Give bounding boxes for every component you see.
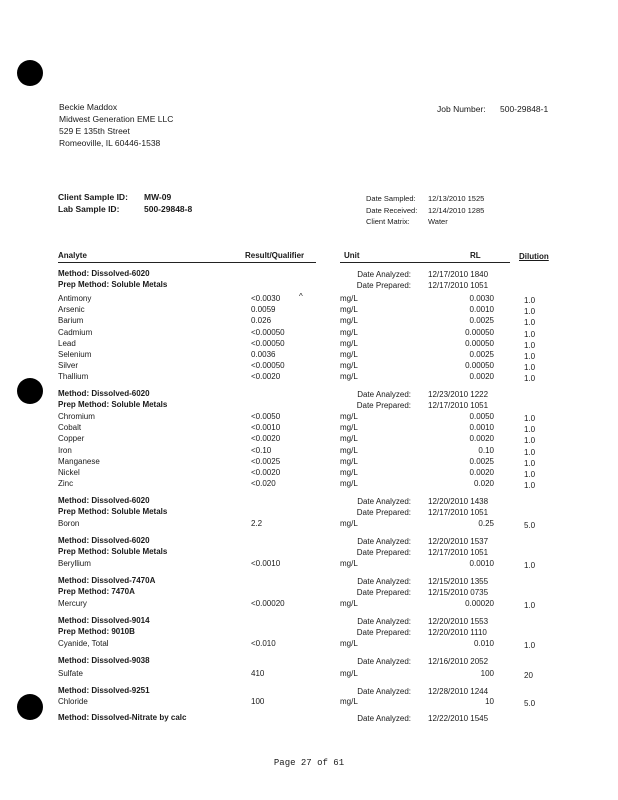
result-value: <0.10 xyxy=(251,445,272,455)
unit-value: mg/L xyxy=(340,350,358,359)
analyte-name: Selenium xyxy=(58,350,92,359)
result-value: <0.0050 xyxy=(251,412,281,421)
result-value: <0.0030 xyxy=(251,294,281,303)
prep-method-label: Prep Method: Soluble Metals xyxy=(58,507,168,516)
dilution-value: 1.0 xyxy=(524,447,536,457)
method-label: Method: Dissolved-6020 xyxy=(58,389,150,398)
dilution-value: 1.0 xyxy=(524,296,536,305)
unit-value: mg/L xyxy=(340,669,358,678)
analyte-name: Chromium xyxy=(58,412,95,421)
date-analyzed-value: 12/20/2010 1553 xyxy=(428,617,489,626)
date-analyzed-value: 12/17/2010 1840 xyxy=(428,270,489,279)
unit-value: mg/L xyxy=(340,445,358,455)
unit-value: mg/L xyxy=(340,327,358,337)
date-analyzed-label: Date Analyzed: xyxy=(357,687,411,696)
method-label: Method: Dissolved-9014 xyxy=(58,616,150,625)
col-result-qualifier: Result/Qualifier xyxy=(245,251,305,260)
dilution-value: 1.0 xyxy=(524,374,536,384)
analyte-name: Chloride xyxy=(58,697,88,706)
result-value: 2.2 xyxy=(251,519,263,528)
unit-value: mg/L xyxy=(340,412,358,421)
date-analyzed-label: Date Analyzed: xyxy=(357,657,411,666)
dilution-value: 1.0 xyxy=(524,641,536,650)
date-analyzed-label: Date Analyzed: xyxy=(357,390,411,399)
dilution-value: 1.0 xyxy=(524,425,536,435)
dilution-value: 1.0 xyxy=(524,458,536,468)
client-sample-id-value: MW-09 xyxy=(144,192,172,202)
result-value: <0.0020 xyxy=(251,372,281,382)
rl-value: 0.00050 xyxy=(465,361,494,371)
dilution-value: 5.0 xyxy=(524,699,536,708)
prep-method-label: Prep Method: Soluble Metals xyxy=(58,280,168,289)
result-value: <0.00050 xyxy=(251,338,285,348)
date-analyzed-label: Date Analyzed: xyxy=(357,617,411,626)
date-analyzed-value: 12/23/2010 1222 xyxy=(428,390,489,399)
rl-value: 10 xyxy=(485,697,494,706)
method-label: Method: Dissolved-6020 xyxy=(58,536,150,545)
result-value: <0.00050 xyxy=(251,361,285,371)
date-analyzed-label: Date Analyzed: xyxy=(357,577,411,586)
unit-value: mg/L xyxy=(340,305,358,315)
dilution-value: 1.0 xyxy=(524,601,536,610)
date-received-label: Date Received: xyxy=(366,206,418,215)
dilution-value: 5.0 xyxy=(524,521,536,530)
unit-value: mg/L xyxy=(340,519,358,528)
result-value: <0.0020 xyxy=(251,468,281,477)
header-rule-right xyxy=(340,262,510,263)
date-prepared-label: Date Prepared: xyxy=(356,401,411,410)
page-footer: Page 27 of 61 xyxy=(273,758,345,768)
dilution-value: 1.0 xyxy=(524,481,536,491)
rl-value: 0.0010 xyxy=(469,559,494,568)
dilution-value: 1.0 xyxy=(524,470,536,479)
date-analyzed-value: 12/20/2010 1438 xyxy=(428,497,489,506)
date-prepared-value: 12/17/2010 1051 xyxy=(428,548,489,557)
analyte-name: Cyanide, Total xyxy=(58,639,109,648)
result-value: 0.026 xyxy=(251,316,272,326)
analyte-name: Sulfate xyxy=(58,669,83,678)
unit-value: mg/L xyxy=(340,372,358,382)
method-label: Method: Dissolved-Nitrate by calc xyxy=(58,713,187,722)
company-name: Midwest Generation EME LLC xyxy=(59,114,174,124)
date-prepared-value: 12/17/2010 1051 xyxy=(428,508,489,517)
col-unit: Unit xyxy=(344,251,360,260)
date-sampled-label: Date Sampled: xyxy=(366,194,416,203)
lab-sample-id-label: Lab Sample ID: xyxy=(58,204,120,214)
lab-sample-id-value: 500-29848-8 xyxy=(144,204,193,214)
prep-method-label: Prep Method: Soluble Metals xyxy=(58,547,168,556)
analyte-name: Cadmium xyxy=(58,327,93,337)
method-label: Method: Dissolved-6020 xyxy=(58,269,150,278)
result-value: 0.0059 xyxy=(251,305,276,315)
city-state-zip: Romeoville, IL 60446-1538 xyxy=(59,138,161,148)
job-number-value: 500-29848-1 xyxy=(500,104,549,114)
date-analyzed-value: 12/28/2010 1244 xyxy=(428,687,489,696)
client-matrix-value: Water xyxy=(428,217,448,226)
date-prepared-value: 12/15/2010 0735 xyxy=(428,588,489,597)
dilution-value: 1.0 xyxy=(524,352,536,361)
analyte-name: Beryllium xyxy=(58,559,91,568)
rl-value: 0.00050 xyxy=(465,327,494,337)
date-analyzed-value: 12/16/2010 2052 xyxy=(428,657,489,666)
rl-value: 0.020 xyxy=(473,479,494,489)
unit-value: mg/L xyxy=(340,434,358,444)
rl-value: 0.0025 xyxy=(469,350,494,359)
result-value: <0.00020 xyxy=(251,599,285,608)
dilution-value: 1.0 xyxy=(524,561,536,570)
unit-value: mg/L xyxy=(340,559,358,568)
method-label: Method: Dissolved-9251 xyxy=(58,686,150,695)
result-value: <0.020 xyxy=(251,479,276,489)
analyte-name: Manganese xyxy=(58,456,100,466)
rl-value: 0.00050 xyxy=(465,338,494,348)
rl-value: 0.0010 xyxy=(469,423,494,433)
header-rule-left xyxy=(58,262,316,263)
date-analyzed-label: Date Analyzed: xyxy=(357,537,411,546)
unit-value: mg/L xyxy=(340,599,358,608)
date-analyzed-label: Date Analyzed: xyxy=(357,714,411,723)
unit-value: mg/L xyxy=(340,294,358,303)
method-label: Method: Dissolved-6020 xyxy=(58,496,150,505)
method-label: Method: Dissolved-9038 xyxy=(58,656,150,665)
result-value: 410 xyxy=(251,669,265,678)
analyte-name: Thallium xyxy=(58,372,89,382)
date-analyzed-label: Date Analyzed: xyxy=(357,497,411,506)
analyte-name: Mercury xyxy=(58,599,87,608)
unit-value: mg/L xyxy=(340,423,358,433)
dilution-value: 20 xyxy=(524,671,533,680)
col-dilution: Dilution xyxy=(519,252,549,261)
unit-value: mg/L xyxy=(340,361,358,371)
rl-value: 0.0020 xyxy=(469,434,494,444)
unit-value: mg/L xyxy=(340,468,358,477)
dilution-value: 1.0 xyxy=(524,340,536,350)
binder-hole-bottom xyxy=(17,694,43,720)
date-analyzed-value: 12/20/2010 1537 xyxy=(428,537,489,546)
binder-hole-middle xyxy=(17,378,43,404)
col-analyte: Analyte xyxy=(58,251,87,260)
dilution-value: 1.0 xyxy=(524,307,536,317)
client-matrix-label: Client Matrix: xyxy=(366,217,410,226)
analyte-name: Lead xyxy=(58,338,76,348)
rl-value: 0.0025 xyxy=(469,456,494,466)
qualifier-flag: ^ xyxy=(299,292,303,301)
col-rl: RL xyxy=(470,251,481,260)
analyte-name: Iron xyxy=(58,445,72,455)
rl-value: 0.0010 xyxy=(469,305,494,315)
date-analyzed-value: 12/15/2010 1355 xyxy=(428,577,489,586)
date-prepared-label: Date Prepared: xyxy=(356,628,411,637)
analyte-name: Arsenic xyxy=(58,305,85,315)
method-label: Method: Dissolved-7470A xyxy=(58,576,156,585)
rl-value: 0.0050 xyxy=(469,412,494,421)
date-prepared-label: Date Prepared: xyxy=(356,281,411,290)
dilution-value: 1.0 xyxy=(524,414,536,423)
prep-method-label: Prep Method: 9010B xyxy=(58,627,135,636)
date-analyzed-value: 12/22/2010 1545 xyxy=(428,714,489,723)
rl-value: 0.0030 xyxy=(469,294,494,303)
date-analyzed-label: Date Analyzed: xyxy=(357,270,411,279)
analyte-name: Barium xyxy=(58,316,84,326)
unit-value: mg/L xyxy=(340,639,358,648)
date-prepared-value: 12/17/2010 1051 xyxy=(428,401,489,410)
date-prepared-label: Date Prepared: xyxy=(356,508,411,517)
result-value: <0.0010 xyxy=(251,559,281,568)
rl-value: 0.0020 xyxy=(469,468,494,477)
date-prepared-value: 12/17/2010 1051 xyxy=(428,281,489,290)
unit-value: mg/L xyxy=(340,479,358,489)
analyte-name: Zinc xyxy=(58,479,74,489)
rl-value: 0.0025 xyxy=(469,316,494,326)
date-prepared-value: 12/20/2010 1110 xyxy=(428,628,487,637)
analyte-name: Cobalt xyxy=(58,423,82,433)
date-received-value: 12/14/2010 1285 xyxy=(428,206,485,215)
dilution-value: 1.0 xyxy=(524,318,536,328)
unit-value: mg/L xyxy=(340,697,358,706)
result-value: 100 xyxy=(251,697,265,706)
unit-value: mg/L xyxy=(340,456,358,466)
rl-value: 0.010 xyxy=(473,639,494,648)
binder-hole-top xyxy=(17,60,43,86)
analyte-name: Copper xyxy=(58,434,85,444)
unit-value: mg/L xyxy=(340,316,358,326)
rl-value: 0.25 xyxy=(478,519,494,528)
rl-value: 0.10 xyxy=(478,445,494,455)
result-value: 0.0036 xyxy=(251,350,276,359)
analyte-name: Boron xyxy=(58,519,80,528)
prep-method-label: Prep Method: 7470A xyxy=(58,587,135,596)
job-number-label: Job Number: xyxy=(437,104,486,114)
date-sampled-value: 12/13/2010 1525 xyxy=(428,194,485,203)
rl-value: 0.0020 xyxy=(469,372,494,382)
unit-value: mg/L xyxy=(340,338,358,348)
result-value: <0.00050 xyxy=(251,327,285,337)
rl-value: 100 xyxy=(480,669,494,678)
dilution-value: 1.0 xyxy=(524,363,536,373)
street-address: 529 E 135th Street xyxy=(59,126,130,136)
result-value: <0.0025 xyxy=(251,456,281,466)
rl-value: 0.00020 xyxy=(465,599,494,608)
result-value: <0.010 xyxy=(251,639,276,648)
dilution-value: 1.0 xyxy=(524,436,536,446)
analyte-name: Nickel xyxy=(58,468,80,477)
result-value: <0.0020 xyxy=(251,434,281,444)
date-prepared-label: Date Prepared: xyxy=(356,588,411,597)
analyte-name: Antimony xyxy=(58,294,92,303)
result-value: <0.0010 xyxy=(251,423,281,433)
contact-name: Beckie Maddox xyxy=(59,102,118,112)
client-sample-id-label: Client Sample ID: xyxy=(58,192,128,202)
analyte-name: Silver xyxy=(58,361,79,371)
date-prepared-label: Date Prepared: xyxy=(356,548,411,557)
dilution-value: 1.0 xyxy=(524,329,536,339)
prep-method-label: Prep Method: Soluble Metals xyxy=(58,400,168,409)
